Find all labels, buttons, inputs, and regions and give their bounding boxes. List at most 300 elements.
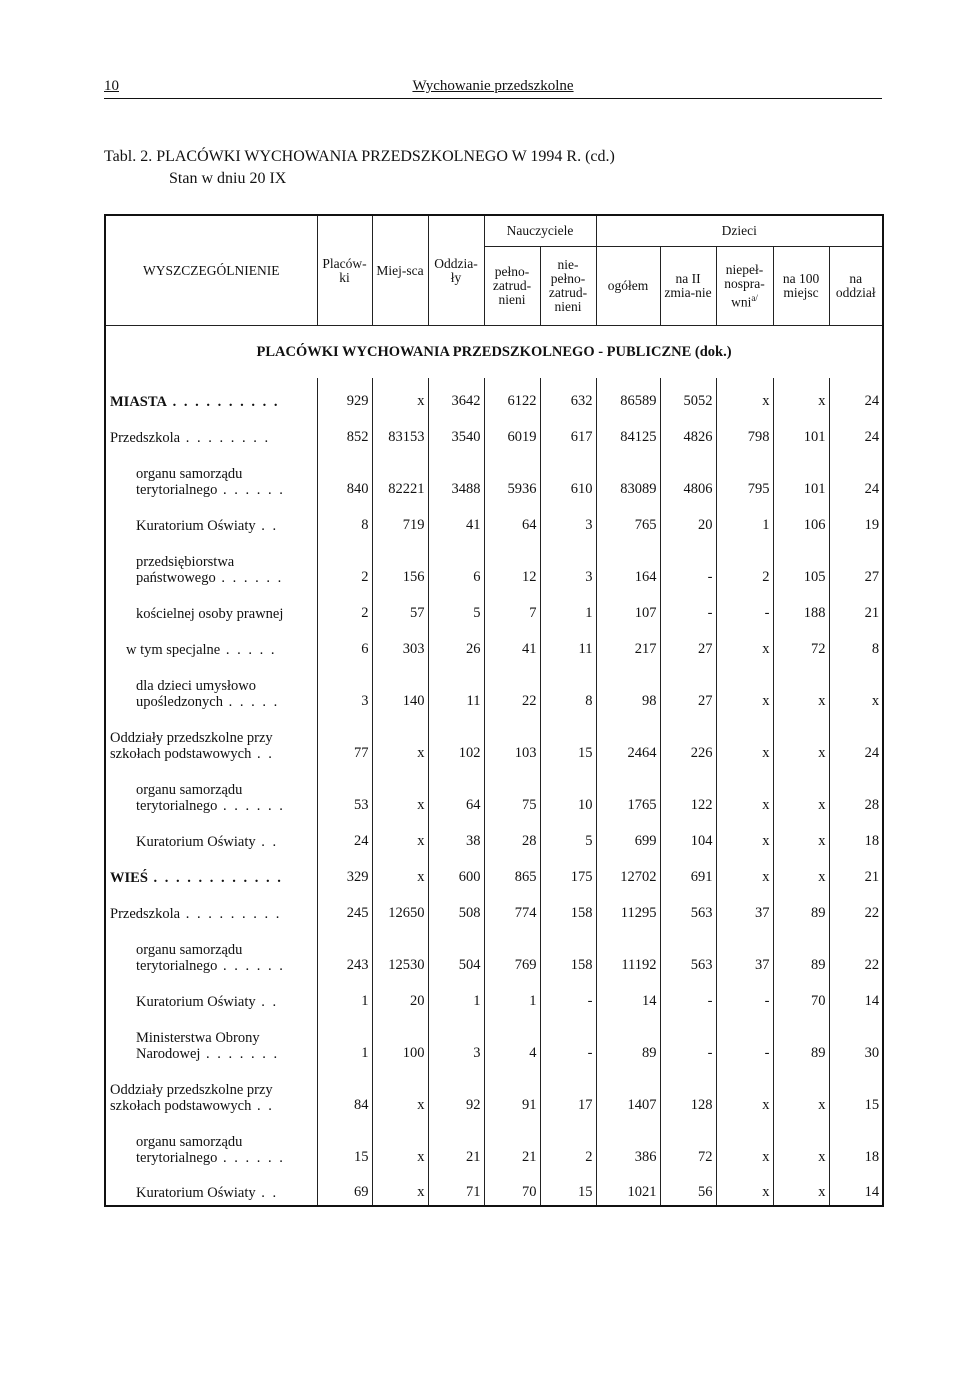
table-cell: 83089: [596, 450, 660, 502]
table-cell: x: [773, 1170, 829, 1206]
table-cell: 56: [660, 1170, 716, 1206]
row-label: [105, 662, 317, 714]
dot-leader: . . . . .: [220, 642, 277, 658]
dot-leader: . . . . . .: [217, 798, 285, 814]
table-cell: x: [773, 854, 829, 890]
header-oddzialy: Oddzia-ły: [428, 215, 484, 326]
header-miejsca: Miej-sca: [372, 215, 428, 326]
table-cell: 12: [484, 538, 540, 590]
dot-leader: . .: [251, 746, 274, 762]
table-cell: x: [372, 1118, 428, 1170]
table-cell: 30: [829, 1014, 883, 1066]
table-cell: 156: [372, 538, 428, 590]
table-title: Tabl. 2. PLACÓWKI WYCHOWANIA PRZEDSZKOLNEGO W 1994 R. (cd.): [104, 148, 615, 165]
table-subtitle: Stan w dniu 20 IX: [169, 170, 287, 187]
row-label: [105, 978, 317, 1014]
row-label-text: Kuratorium Oświaty: [136, 1185, 256, 1201]
row-label-line2: [136, 694, 314, 710]
table-cell: 14: [596, 978, 660, 1014]
table-cell: 15: [540, 1170, 596, 1206]
table-cell: 107: [596, 590, 660, 626]
row-label-text: szkołach podstawowych: [110, 1098, 252, 1114]
table-cell: 3: [540, 538, 596, 590]
table-cell: x: [372, 1170, 428, 1206]
row-label-text: Kuratorium Oświaty: [136, 994, 256, 1010]
table-cell: 8: [829, 626, 883, 662]
row-label-line1: organu samorządu: [136, 466, 243, 482]
row-label: [105, 450, 317, 502]
row-label-text: terytorialnego: [136, 482, 218, 498]
row-label-line1: Ministerstwa Obrony: [136, 1030, 260, 1046]
table-cell: 765: [596, 502, 660, 538]
statistics-table: [104, 214, 884, 1207]
table-cell: 27: [660, 626, 716, 662]
table-cell: 175: [540, 854, 596, 890]
footnote-marker: a/: [751, 292, 758, 303]
table-cell: 69: [317, 1170, 372, 1206]
row-label: [105, 890, 317, 926]
table-cell: x: [716, 1170, 773, 1206]
table-cell: 17: [540, 1066, 596, 1118]
table-cell: 8: [317, 502, 372, 538]
header-placowki: Placów-ki: [317, 215, 372, 326]
row-label: [105, 1066, 317, 1118]
dot-leader: . . . . . .: [217, 1150, 285, 1166]
header-niepelnosprawni: niepeł-nospra-wni$^{a/}$: [716, 247, 773, 326]
dot-leader: . . . . . . . .: [180, 430, 271, 446]
dot-leader: . . . . . .: [217, 958, 285, 974]
table-cell: 840: [317, 450, 372, 502]
table-cell: 105: [773, 538, 829, 590]
table-row: [105, 1066, 883, 1118]
table-cell: 610: [540, 450, 596, 502]
table-cell: 41: [428, 502, 484, 538]
table-cell: 4: [484, 1014, 540, 1066]
table-cell: 386: [596, 1118, 660, 1170]
dot-leader: . . . . . . . . . .: [166, 394, 280, 410]
table-cell: -: [660, 1014, 716, 1066]
table-cell: -: [716, 590, 773, 626]
table-cell: 70: [773, 978, 829, 1014]
row-label-line1: organu samorządu: [136, 782, 243, 798]
table-cell: x: [773, 766, 829, 818]
row-label: [105, 714, 317, 766]
row-label-line1: Oddziały przedszkolne przy: [110, 730, 273, 746]
table-cell: 24: [317, 818, 372, 854]
table-cell: 22: [829, 926, 883, 978]
table-cell: 6122: [484, 378, 540, 414]
row-label-text: terytorialnego: [136, 798, 218, 814]
table-cell: 26: [428, 626, 484, 662]
table-cell: 2: [317, 590, 372, 626]
table-cell: 21: [484, 1118, 540, 1170]
table-cell: 3: [428, 1014, 484, 1066]
table-cell: 22: [484, 662, 540, 714]
table-cell: 1021: [596, 1170, 660, 1206]
dot-leader: . . . . . . .: [200, 1046, 280, 1062]
table-cell: 75: [484, 766, 540, 818]
table-cell: 8: [540, 662, 596, 714]
row-label-text: Narodowej: [136, 1046, 201, 1062]
page-number: 10: [104, 78, 119, 94]
table-row: [105, 378, 883, 414]
table-cell: 719: [372, 502, 428, 538]
table-cell: 89: [773, 926, 829, 978]
table-cell: 92: [428, 1066, 484, 1118]
table-cell: 128: [660, 1066, 716, 1118]
table-cell: 15: [829, 1066, 883, 1118]
dot-leader: . .: [255, 518, 279, 534]
row-label-text: terytorialnego: [136, 1150, 218, 1166]
row-label-line1: dla dzieci umysłowo: [136, 678, 257, 694]
table-cell: 21: [829, 590, 883, 626]
table-cell: 1: [540, 590, 596, 626]
table-cell: x: [716, 1118, 773, 1170]
row-label-text: Kuratorium Oświaty: [136, 834, 256, 850]
table-cell: 24: [829, 714, 883, 766]
table-cell: 70: [484, 1170, 540, 1206]
table-cell: 852: [317, 414, 372, 450]
row-label-text: Przedszkola: [110, 906, 181, 922]
table-cell: 2: [716, 538, 773, 590]
row-label-text: kościelnej osoby prawnej: [136, 606, 284, 622]
table-cell: 24: [829, 414, 883, 450]
table-cell: 158: [540, 926, 596, 978]
table-cell: 21: [829, 854, 883, 890]
table-cell: x: [716, 854, 773, 890]
table-row: [105, 854, 883, 890]
table-cell: 122: [660, 766, 716, 818]
table-cell: x: [716, 766, 773, 818]
header-children-group: Dzieci: [596, 215, 883, 247]
row-label-text: MIASTA: [110, 394, 167, 410]
table-cell: 2: [317, 538, 372, 590]
table-cell: 77: [317, 714, 372, 766]
table-cell: 1: [317, 1014, 372, 1066]
table-cell: x: [773, 662, 829, 714]
row-label-text: WIEŚ: [110, 870, 148, 886]
table-cell: 89: [773, 890, 829, 926]
table-cell: 72: [773, 626, 829, 662]
table-cell: 164: [596, 538, 660, 590]
header-na-100-miejsc: na 100 miejsc: [773, 247, 829, 326]
dot-leader: . . . . . . . . . . . .: [147, 870, 283, 886]
table-cell: 11192: [596, 926, 660, 978]
table-cell: 22: [829, 890, 883, 926]
table-cell: 563: [660, 890, 716, 926]
table-cell: 28: [829, 766, 883, 818]
row-label-text: w tym specjalne: [126, 642, 221, 658]
table-cell: 101: [773, 414, 829, 450]
table-cell: 27: [829, 538, 883, 590]
table-cell: 24: [829, 450, 883, 502]
table-cell: 3642: [428, 378, 484, 414]
row-label-text: Kuratorium Oświaty: [136, 518, 256, 534]
table-cell: 3: [317, 662, 372, 714]
table-cell: x: [716, 714, 773, 766]
table-cell: 20: [372, 978, 428, 1014]
table-cell: 5936: [484, 450, 540, 502]
table-cell: x: [372, 378, 428, 414]
table-cell: 104: [660, 818, 716, 854]
table-row: [105, 926, 883, 978]
row-label: [105, 926, 317, 978]
table-row: [105, 1118, 883, 1170]
table-cell: x: [773, 378, 829, 414]
row-label-text: państwowego: [136, 570, 216, 586]
table-cell: 600: [428, 854, 484, 890]
table-cell: x: [716, 378, 773, 414]
table-cell: x: [773, 1066, 829, 1118]
table-cell: x: [716, 662, 773, 714]
table-cell: 769: [484, 926, 540, 978]
dot-leader: . .: [255, 994, 279, 1010]
table-cell: 24: [829, 378, 883, 414]
table-cell: 82221: [372, 450, 428, 502]
table-cell: 563: [660, 926, 716, 978]
table-cell: 57: [372, 590, 428, 626]
table-cell: 100: [372, 1014, 428, 1066]
table-cell: 15: [317, 1118, 372, 1170]
dot-leader: . .: [251, 1098, 274, 1114]
table-cell: 14: [829, 1170, 883, 1206]
row-label-line2: [110, 1098, 314, 1114]
table-cell: 12530: [372, 926, 428, 978]
row-label: [105, 1170, 317, 1206]
table-cell: x: [829, 662, 883, 714]
header-specification: WYSZCZEGÓLNIENIE: [105, 215, 317, 326]
table-cell: 4826: [660, 414, 716, 450]
table-cell: 1: [428, 978, 484, 1014]
table-cell: 3540: [428, 414, 484, 450]
row-label-line2: [136, 958, 314, 974]
table-cell: x: [773, 714, 829, 766]
header-na-ii-zmianie: na II zmia-nie: [660, 247, 716, 326]
table-cell: 37: [716, 926, 773, 978]
table-cell: 72: [660, 1118, 716, 1170]
row-label-line1: przedsiębiorstwa: [136, 554, 235, 570]
table-cell: x: [372, 818, 428, 854]
table-row: [105, 766, 883, 818]
table-cell: 106: [773, 502, 829, 538]
table-cell: 19: [829, 502, 883, 538]
table-cell: 243: [317, 926, 372, 978]
table-cell: 64: [428, 766, 484, 818]
table-cell: 5052: [660, 378, 716, 414]
table-cell: 504: [428, 926, 484, 978]
table-row: [105, 662, 883, 714]
table-cell: 1765: [596, 766, 660, 818]
table-cell: x: [716, 1066, 773, 1118]
dot-leader: . . . . . . . . .: [180, 906, 282, 922]
table-cell: 795: [716, 450, 773, 502]
table-cell: 84: [317, 1066, 372, 1118]
table-cell: 508: [428, 890, 484, 926]
table-cell: x: [372, 1066, 428, 1118]
table-cell: 37: [716, 890, 773, 926]
table-cell: 3488: [428, 450, 484, 502]
section-title: Wychowanie przedszkolne: [412, 78, 574, 94]
table-cell: 5: [428, 590, 484, 626]
table-cell: 3: [540, 502, 596, 538]
table-cell: 632: [540, 378, 596, 414]
table-cell: 20: [660, 502, 716, 538]
row-label: [105, 590, 317, 626]
table-cell: 865: [484, 854, 540, 890]
table-cell: 4806: [660, 450, 716, 502]
table-cell: 188: [773, 590, 829, 626]
dot-leader: . . . . . .: [215, 570, 284, 586]
row-label: [105, 1014, 317, 1066]
row-label-line1: organu samorządu: [136, 1134, 243, 1150]
table-cell: -: [660, 978, 716, 1014]
row-label-line2: [136, 482, 314, 498]
row-label-line2: [136, 570, 314, 586]
table-row: [105, 978, 883, 1014]
row-label: [105, 502, 317, 538]
table-cell: -: [660, 538, 716, 590]
table-cell: 83153: [372, 414, 428, 450]
dot-leader: . . . . .: [222, 694, 280, 710]
table-cell: -: [540, 1014, 596, 1066]
table-cell: 11: [540, 626, 596, 662]
row-label: [105, 854, 317, 890]
table-row: [105, 590, 883, 626]
table-cell: 91: [484, 1066, 540, 1118]
running-head: [104, 78, 882, 99]
table-cell: x: [372, 766, 428, 818]
table-cell: 2464: [596, 714, 660, 766]
table-cell: 18: [829, 1118, 883, 1170]
table-cell: 102: [428, 714, 484, 766]
table-cell: 929: [317, 378, 372, 414]
table-cell: 6: [428, 538, 484, 590]
table-cell: 1: [317, 978, 372, 1014]
table-cell: 1: [716, 502, 773, 538]
table-cell: x: [372, 854, 428, 890]
table-cell: 21: [428, 1118, 484, 1170]
table-cell: 798: [716, 414, 773, 450]
table-cell: 98: [596, 662, 660, 714]
table-cell: x: [773, 1118, 829, 1170]
table-cell: -: [716, 978, 773, 1014]
table-cell: 86589: [596, 378, 660, 414]
table-cell: 10: [540, 766, 596, 818]
table-cell: 617: [540, 414, 596, 450]
table-cell: 2: [540, 1118, 596, 1170]
table-cell: 15: [540, 714, 596, 766]
table-row: [105, 538, 883, 590]
header-pelnozatrudnieni: pełno-zatrud-nieni: [484, 247, 540, 326]
table-cell: 71: [428, 1170, 484, 1206]
table-cell: 103: [484, 714, 540, 766]
table-cell: x: [773, 818, 829, 854]
dot-leader: . .: [255, 1185, 279, 1201]
table-cell: 38: [428, 818, 484, 854]
table-cell: 691: [660, 854, 716, 890]
dot-leader: . . . . . .: [217, 482, 285, 498]
table-row: [105, 1170, 883, 1206]
row-label-line2: [136, 1046, 314, 1062]
row-label: [105, 626, 317, 662]
table-row: [105, 1014, 883, 1066]
table-cell: 7: [484, 590, 540, 626]
section-heading: PLACÓWKI WYCHOWANIA PRZEDSZKOLNEGO - PUBLICZNE (dok.): [105, 326, 883, 379]
row-label-text: szkołach podstawowych: [110, 746, 252, 762]
table-cell: 84125: [596, 414, 660, 450]
table-cell: 245: [317, 890, 372, 926]
table-cell: -: [716, 1014, 773, 1066]
row-label: [105, 414, 317, 450]
row-label: [105, 378, 317, 414]
table-cell: 6019: [484, 414, 540, 450]
table-cell: 158: [540, 890, 596, 926]
table-cell: 226: [660, 714, 716, 766]
header-niepelnozatrudnieni: nie-pełno-zatrud-nieni: [540, 247, 596, 326]
table-cell: 89: [773, 1014, 829, 1066]
row-label: [105, 538, 317, 590]
table-cell: -: [540, 978, 596, 1014]
row-label-line1: organu samorządu: [136, 942, 243, 958]
table-cell: 41: [484, 626, 540, 662]
row-label-line2: [136, 798, 314, 814]
table-row: [105, 450, 883, 502]
row-label-line1: Oddziały przedszkolne przy: [110, 1082, 273, 1098]
table-cell: 27: [660, 662, 716, 714]
table-caption: [104, 146, 615, 190]
table-cell: 89: [596, 1014, 660, 1066]
row-label-line2: [110, 746, 314, 762]
table-row: [105, 414, 883, 450]
table-cell: 11295: [596, 890, 660, 926]
header-ogolem: ogółem: [596, 247, 660, 326]
table-cell: 5: [540, 818, 596, 854]
row-label-text: Przedszkola: [110, 430, 181, 446]
row-label: [105, 1118, 317, 1170]
dot-leader: . .: [255, 834, 279, 850]
table-cell: 28: [484, 818, 540, 854]
table-row: [105, 502, 883, 538]
table-cell: 140: [372, 662, 428, 714]
header-teachers-group: Nauczyciele: [484, 215, 596, 247]
table-cell: x: [372, 714, 428, 766]
row-label-line2: [136, 1150, 314, 1166]
table-cell: 53: [317, 766, 372, 818]
table-cell: x: [716, 626, 773, 662]
table-cell: 12650: [372, 890, 428, 926]
table-cell: 1: [484, 978, 540, 1014]
table-cell: 14: [829, 978, 883, 1014]
table-cell: 1407: [596, 1066, 660, 1118]
row-label-text: upośledzonych: [136, 694, 223, 710]
table-cell: 699: [596, 818, 660, 854]
header-na-oddzial: na oddział: [829, 247, 883, 326]
table-cell: 12702: [596, 854, 660, 890]
table-cell: 11: [428, 662, 484, 714]
table-row: [105, 890, 883, 926]
row-label: [105, 818, 317, 854]
table-row: [105, 626, 883, 662]
table-cell: -: [660, 590, 716, 626]
table-cell: x: [716, 818, 773, 854]
table-cell: 18: [829, 818, 883, 854]
table-row: [105, 818, 883, 854]
table-row: [105, 714, 883, 766]
table-cell: 774: [484, 890, 540, 926]
table-cell: 217: [596, 626, 660, 662]
table-cell: 101: [773, 450, 829, 502]
table-cell: 64: [484, 502, 540, 538]
